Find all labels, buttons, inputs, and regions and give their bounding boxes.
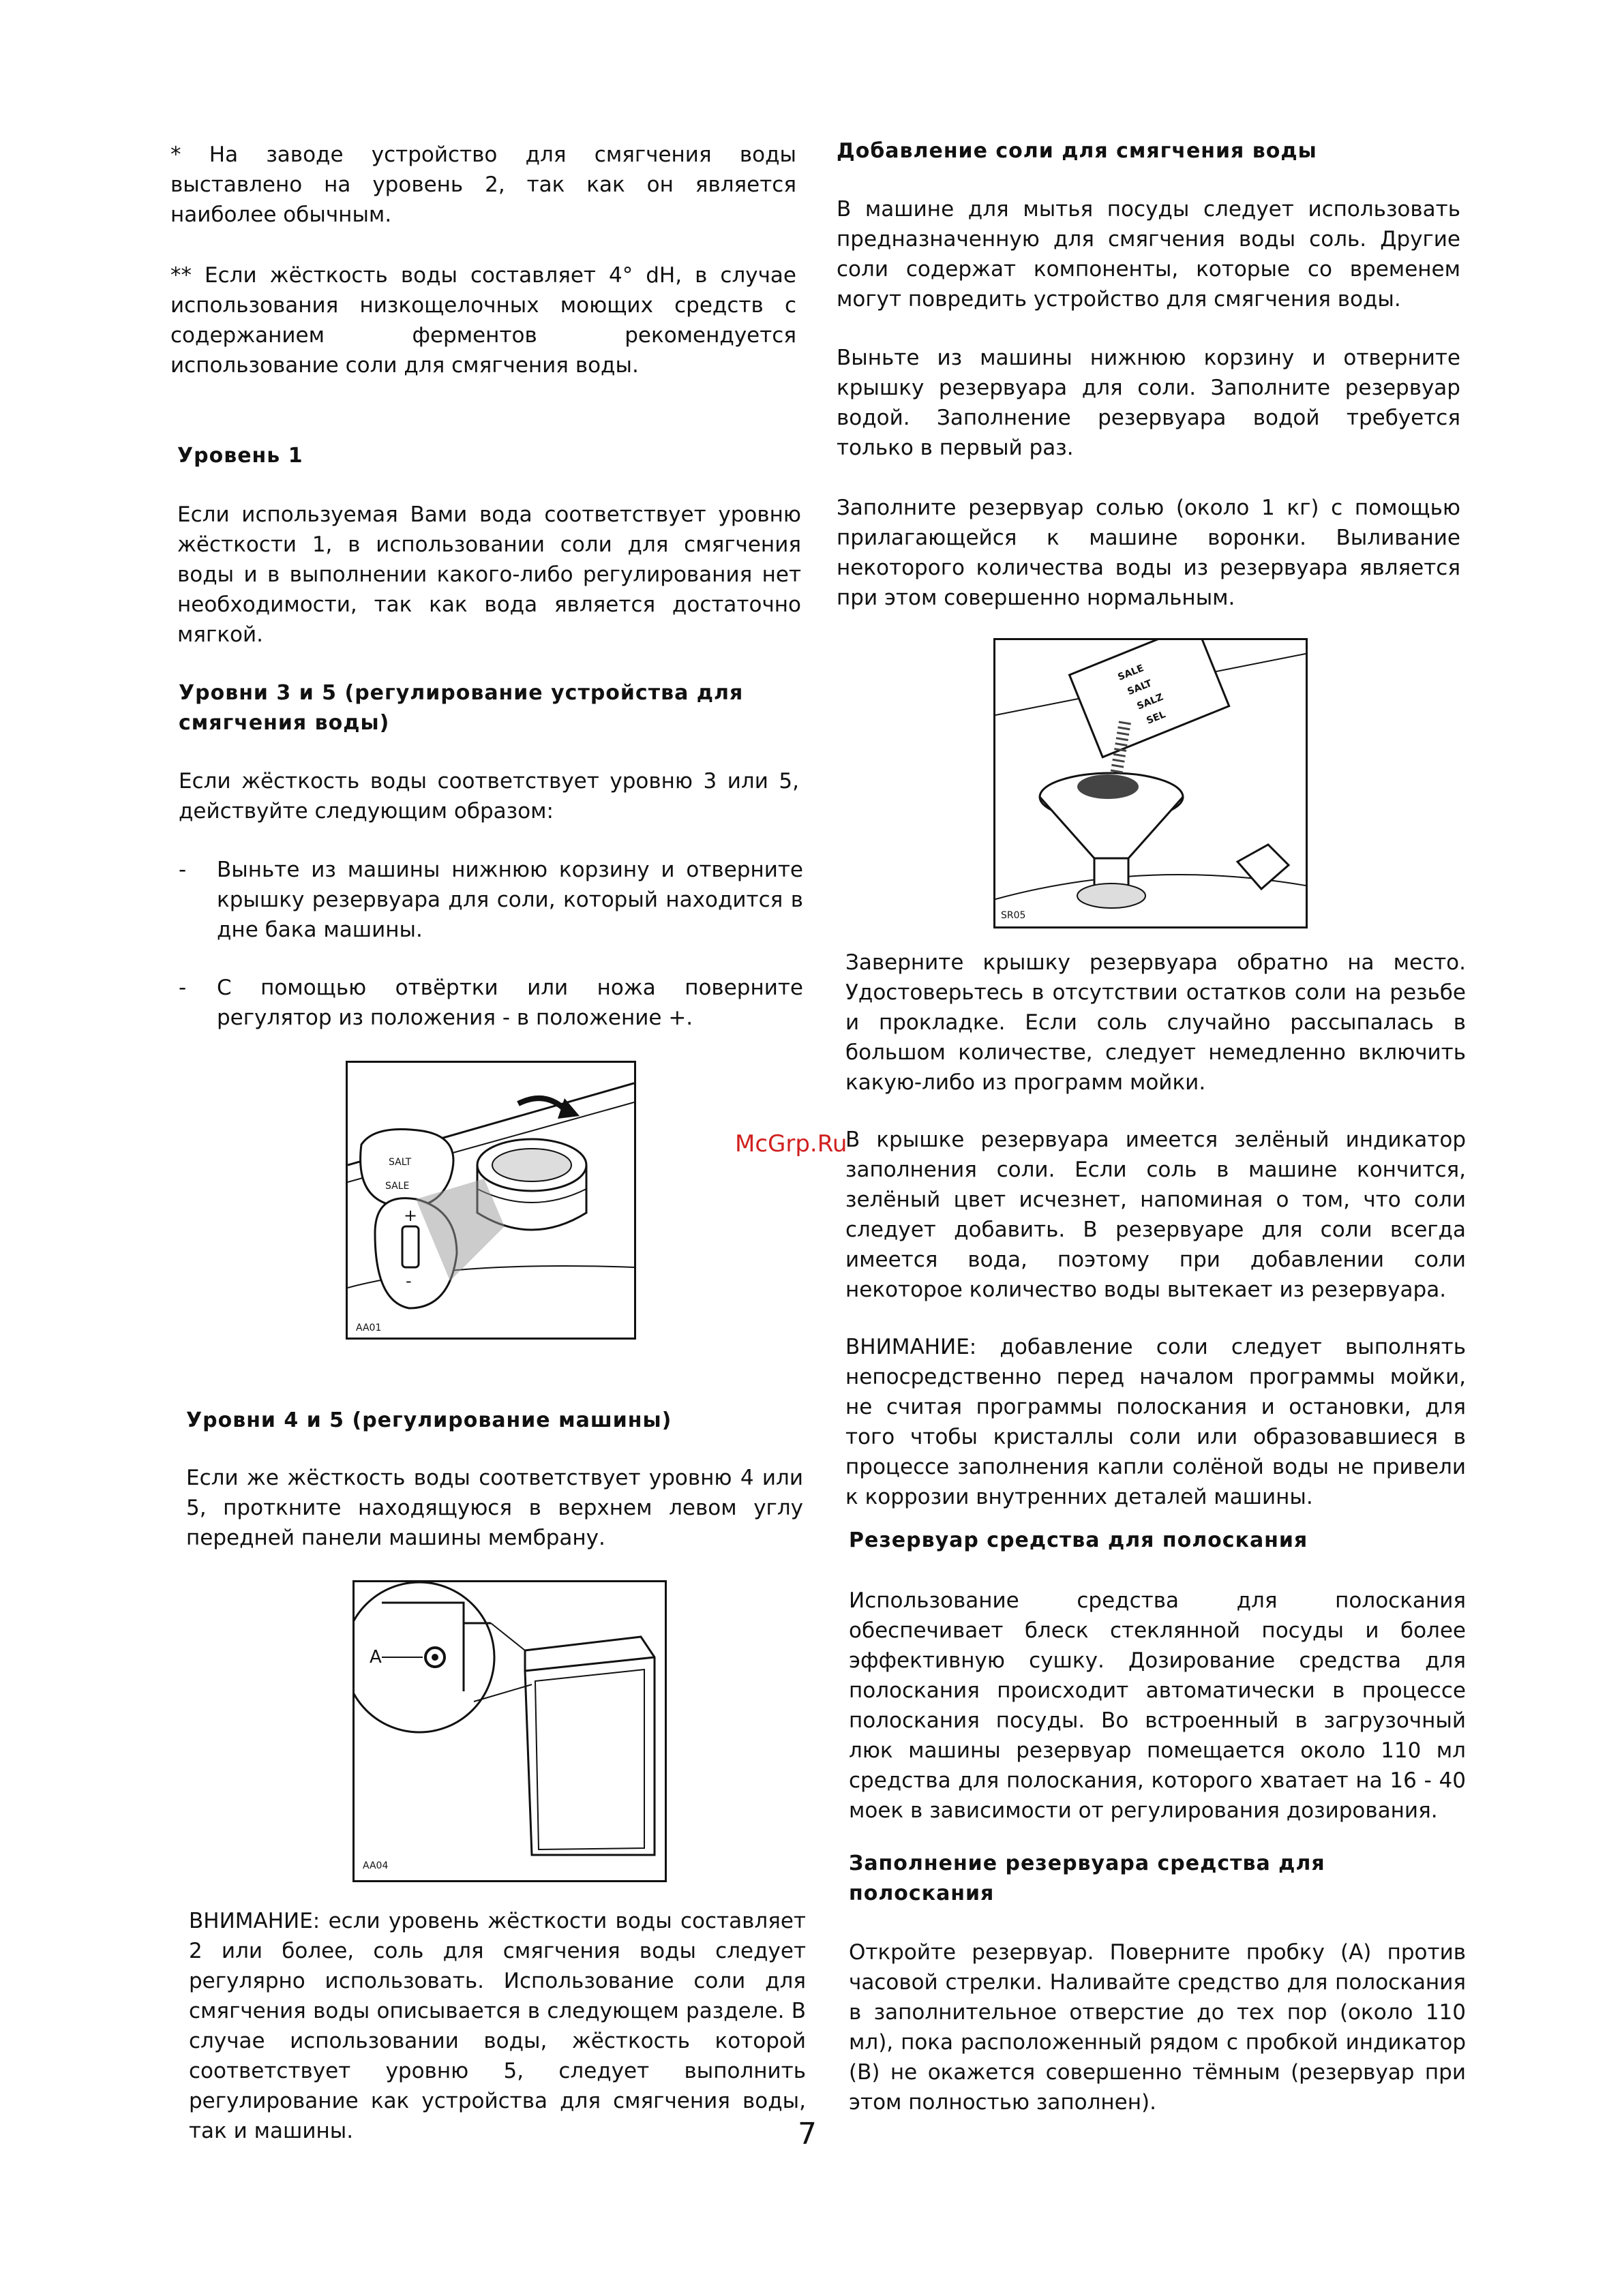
levels-3-5-heading: Уровни 3 и 5 (регулирование устройства для смягчения воды) <box>179 681 744 735</box>
salt-paragraph-4: Заверните крышку резервуара обратно на место. Удостоверьтесь в отсутствии остатков соли на резьбе и прокладке. Если соль случайно рассыпалась в большом количестве, следует немедленно включить какую-либо из программ мойки. <box>845 950 1466 1095</box>
page-number: 7 <box>798 2117 817 2151</box>
pointer-label-a: A <box>370 1647 382 1667</box>
fill-rinse-paragraph: Откройте резервуар. Поверните пробку (A) против часовой стрелки. Наливайте средство для полоскания в заполнительное отверстие до тех пор (около 110 мл), пока расположенный рядом с пробкой индикатор (B) не окажется совершенно тёмным (резервуар при этом полностью заполнен). <box>849 1940 1466 2115</box>
levels-3-5-paragraph: Если жёсткость воды соответствует уровню 3 или 5, действуйте следующим образом: <box>179 769 799 824</box>
box-text: SEL <box>1145 709 1167 727</box>
salt-heading: Добавление соли для смягчения воды <box>837 139 1317 163</box>
level1-paragraph: Если используемая Вами вода соответствует уровню жёсткости 1, в использовании соли для смягчения воды и в выполнении какого-либо регулирования нет необходимости, так как вода является достаточно мягкой. <box>177 502 801 647</box>
membrane-figure <box>352 1580 667 1882</box>
levels-4-5-heading: Уровни 4 и 5 (регулирование машины) <box>186 1408 672 1432</box>
hardness-warning: ВНИМАНИЕ: если уровень жёсткости воды составляет 2 или более, соль для смягчения воды следует регулярно использовать. Использование соли для смягчения воды описывается в следующем разделе. В случае использовании воды, жёсткость которой соответствует уровню 5, следует выполнить регулирование как устройства для смягчения воды, так и машины. <box>189 1909 806 2143</box>
figure-label: SR05 <box>1001 910 1026 921</box>
footnote-2: ** Если жёсткость воды составляет 4° dH, в случае использования низкощелочных моющих средств с содержанием ферментов рекомендуется использование соли для смягчения воды. <box>170 263 796 378</box>
svg-text:SALT: SALT <box>389 1157 412 1168</box>
funnel-illustration <box>995 640 1306 926</box>
fill-rinse-heading: Заполнение резервуара средства для полоскания <box>849 1852 1325 1905</box>
regulator-illustration <box>348 1063 634 1338</box>
salt-funnel-figure <box>993 638 1308 928</box>
footnote-1: * На заводе устройство для смягчения воды выставлено на уровень 2, так как он является наиболее обычным. <box>170 142 796 227</box>
salt-paragraph-5: В крышке резервуара имеется зелёный индикатор заполнения соли. Если соль в машине кончится, зелёный цвет исчезнет, напоминая о том, что соли следует добавить. В резервуаре для соли всегда имеется вода, поэтому при добавлении соли некоторое количество воды вытекает из резервуара. <box>845 1128 1466 1302</box>
levels-4-5-paragraph: Если же жёсткость воды соответствует уровню 4 или 5, проткните находящуюся в верхнем левом углу передней панели машины мембрану. <box>186 1466 803 1550</box>
list-item: Выньте из машины нижнюю корзину и отверните крышку резервуара для соли, который находится в дне бака машины. <box>217 858 803 942</box>
salt-paragraph-3: Заполните резервуар солью (около 1 кг) с помощью прилагающейся к машине воронки. Выливание некоторого количества воды из резервуара является при этом совершенно нормальным. <box>837 496 1460 610</box>
rinse-heading: Резервуар средства для полоскания <box>849 1528 1308 1552</box>
salt-paragraph-2: Выньте из машины нижнюю корзину и отверните крышку резервуара для соли. Заполните резервуар водой. Заполнение резервуара водой требуется только в первый раз. <box>837 346 1460 460</box>
regulator-figure <box>346 1061 636 1340</box>
svg-text:SALE: SALE <box>385 1181 410 1192</box>
figure-label: AA01 <box>356 1323 382 1333</box>
rinse-paragraph: Использование средства для полоскания обеспечивает блеск стеклянной посуды и более эффективную сушку. Дозирование средства для полоскания происходит автоматически в процессе полоскания посуды. Во встроенный в загрузочный люк машины резервуар помещается около 110 мл средства для полоскания, которого хватает на 16 - 40 моек в зависимости от регулирования дозирования. <box>849 1588 1466 1823</box>
machine-illustration <box>355 1582 665 1880</box>
box-text: SALE <box>1116 663 1145 683</box>
svg-text:+: + <box>404 1206 418 1225</box>
svg-text:-: - <box>406 1271 412 1290</box>
watermark: McGrp.Ru <box>735 1130 847 1158</box>
level1-heading: Уровень 1 <box>177 444 303 468</box>
box-text: SALT <box>1126 678 1154 698</box>
list-bullet: - <box>179 858 187 882</box>
box-text: SALZ <box>1135 691 1165 712</box>
list-item: С помощью отвёртки или ножа поверните регулятор из положения - в положение +. <box>217 976 803 1030</box>
figure-label: AA04 <box>363 1860 389 1871</box>
salt-warning: ВНИМАНИЕ: добавление соли следует выполнять непосредственно перед началом программы мойки, не считая программы полоскания и остановки, для того чтобы кристаллы соли или образовавшиеся в процессе заполнения капли солёной воды не привели к коррозии внутренних деталей машины. <box>845 1335 1466 1509</box>
salt-paragraph-1: В машине для мытья посуды следует использовать предназначенную для смягчения воды соль. Другие соли содержат компоненты, которые со временем могут повредить устройство для смягчения воды. <box>837 197 1460 312</box>
list-bullet: - <box>179 976 187 1000</box>
